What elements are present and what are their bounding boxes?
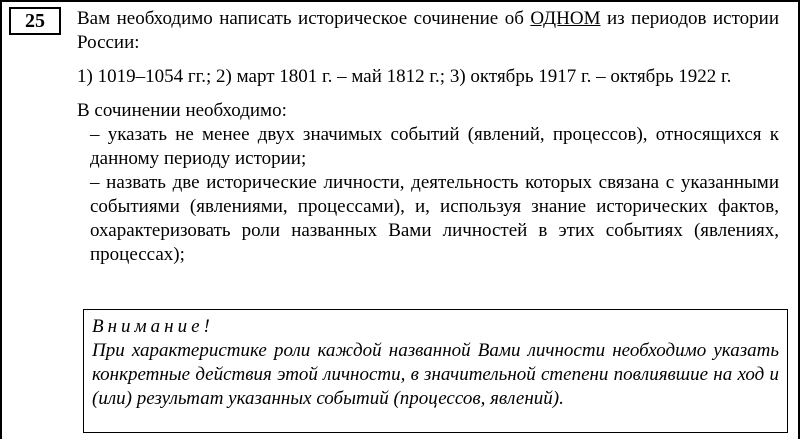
intro-emphasis: ОДНОМ — [530, 8, 601, 29]
requirement-item-1: – указать не менее двух значимых событий (явлений, процессов), относящихся к данному периоду истории; — [90, 124, 779, 169]
attention-text: При характеристике роли каждой названной Вами личности необходимо указать конкретные действия этой личности, в значительной степени повлиявшие на ход и (или) результат указанных событий (процессов, явлений). — [92, 340, 779, 409]
requirements-heading: В сочинении необходимо: — [77, 100, 287, 121]
task-number: 25 — [9, 7, 61, 35]
requirement-item-2: – назвать две исторические личности, деятельность которых связана с указанными событиями (явлениями, процессами), и, используя знание исторических фактов, охарактеризовать роли названных Вами личностей в этих событиях (явлениях, процессах); — [90, 172, 779, 265]
task-periods: 1) 1019–1054 гг.; 2) март 1801 г. – май 1812 г.; 3) октябрь 1917 г. – октябрь 1922 г. — [77, 66, 732, 87]
intro-before: Вам необходимо написать историческое сочинение об — [77, 8, 531, 29]
task-intro — [77, 7, 779, 55]
attention-box — [83, 309, 788, 433]
intro-after: из периодов истории России: — [77, 8, 779, 53]
attention-title: Внимание! — [92, 316, 214, 337]
task-content — [77, 7, 779, 267]
